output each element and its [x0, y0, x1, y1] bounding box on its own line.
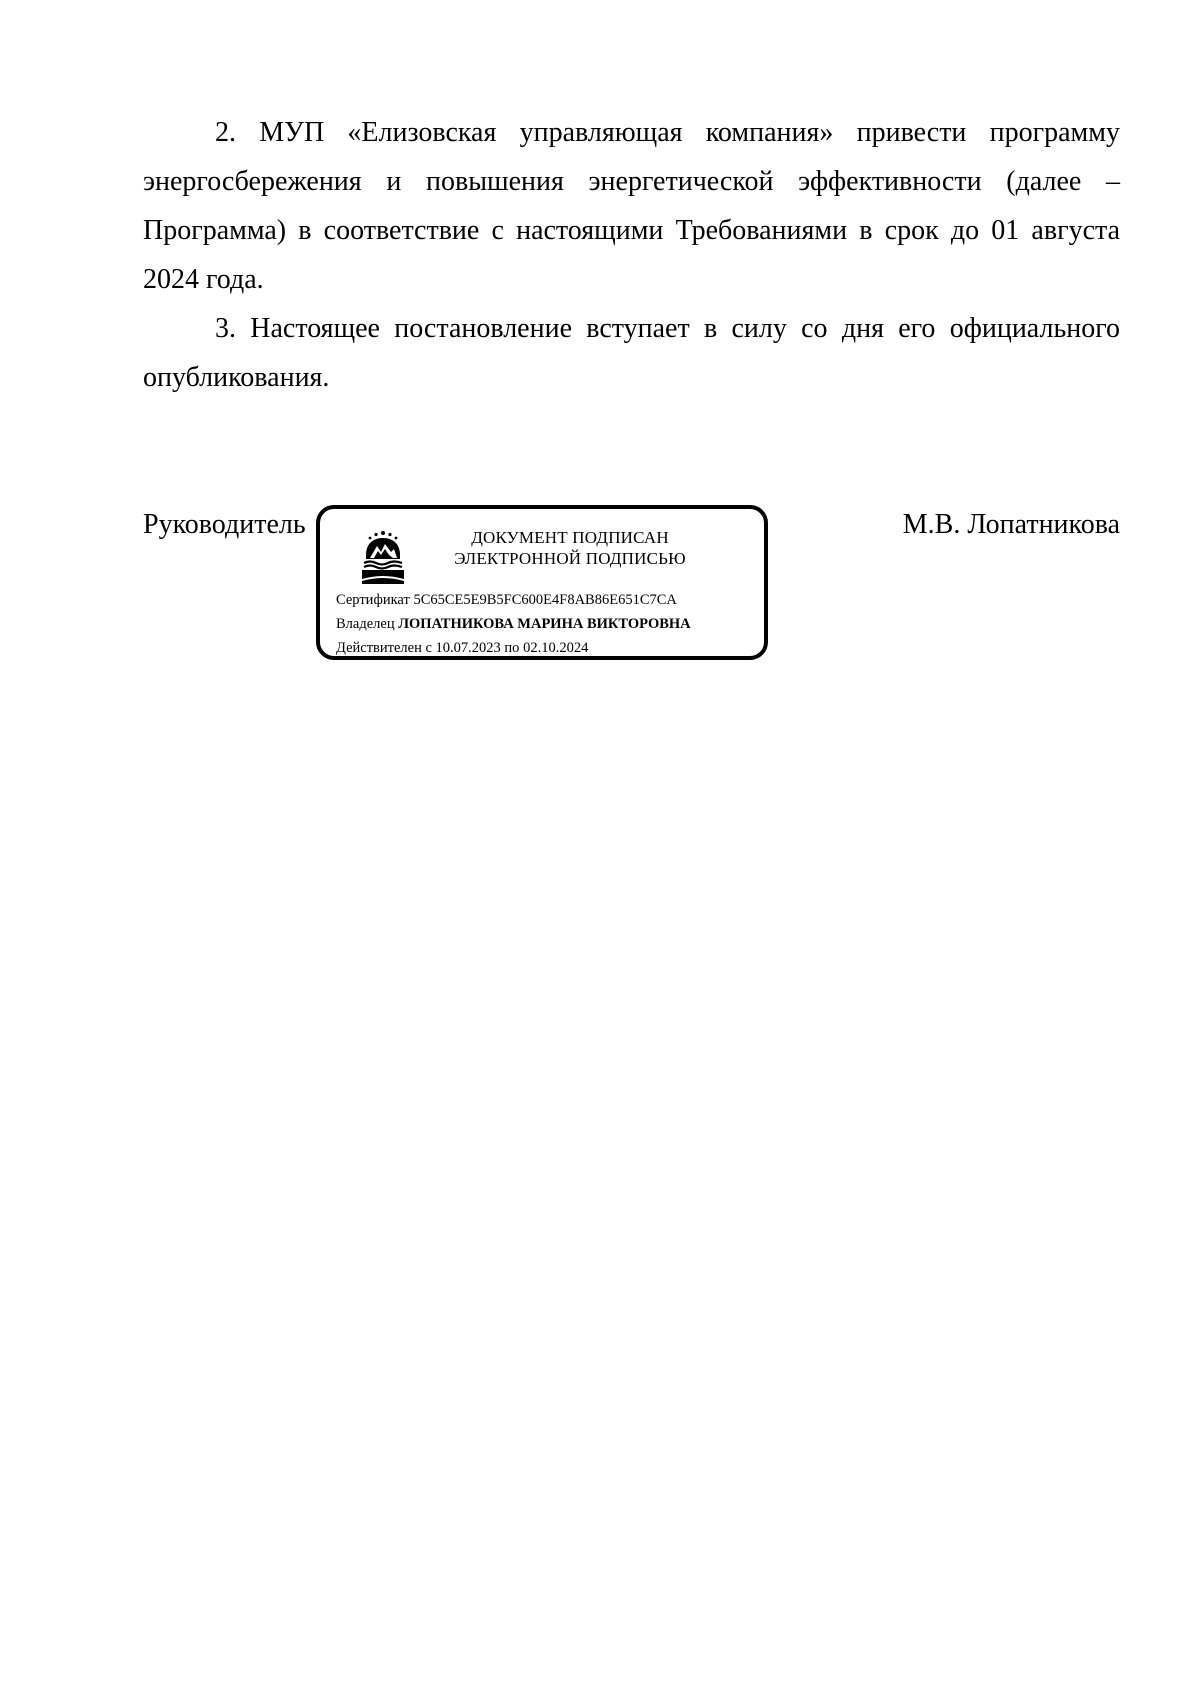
stamp-header-line-2: ЭЛЕКТРОННОЙ ПОДПИСЬЮ — [454, 549, 686, 568]
stamp-header-line-1: ДОКУМЕНТ ПОДПИСАН — [471, 528, 669, 547]
signer-title: Руководитель — [143, 509, 306, 540]
valid-from-date: 10.07.2023 — [435, 640, 501, 656]
signer-name: М.В. Лопатникова — [902, 509, 1120, 540]
electronic-signature-stamp — [316, 505, 768, 660]
document-body — [143, 108, 1120, 402]
paragraph-3: 3. Настоящее постановление вступает в силу со дня его официального опубликования. — [143, 313, 1120, 393]
paragraph-2: 2. МУП «Елизовская управляющая компания» привести программу энергосбережения и повышения энергетической эффективности (далее – Программа) в соответствие с настоящими Требованиями в срок до 01 августа 2024 года. — [143, 117, 1120, 295]
regional-emblem-icon — [358, 529, 408, 585]
certificate-value: 5C65CE5E9B5FC600E4F8AB86E651C7CA — [413, 592, 677, 608]
owner-value: ЛОПАТНИКОВА МАРИНА ВИКТОРОВНА — [398, 616, 691, 632]
certificate-line — [336, 588, 761, 612]
owner-line — [336, 612, 761, 636]
stamp-details — [336, 588, 761, 660]
valid-to-label: по — [504, 640, 520, 656]
certificate-label: Сертификат — [336, 592, 410, 608]
validity-line — [336, 636, 761, 660]
valid-to-date: 02.10.2024 — [523, 640, 589, 656]
valid-from-label: Действителен с — [336, 640, 432, 656]
owner-label: Владелец — [336, 616, 395, 632]
stamp-header — [420, 527, 720, 569]
